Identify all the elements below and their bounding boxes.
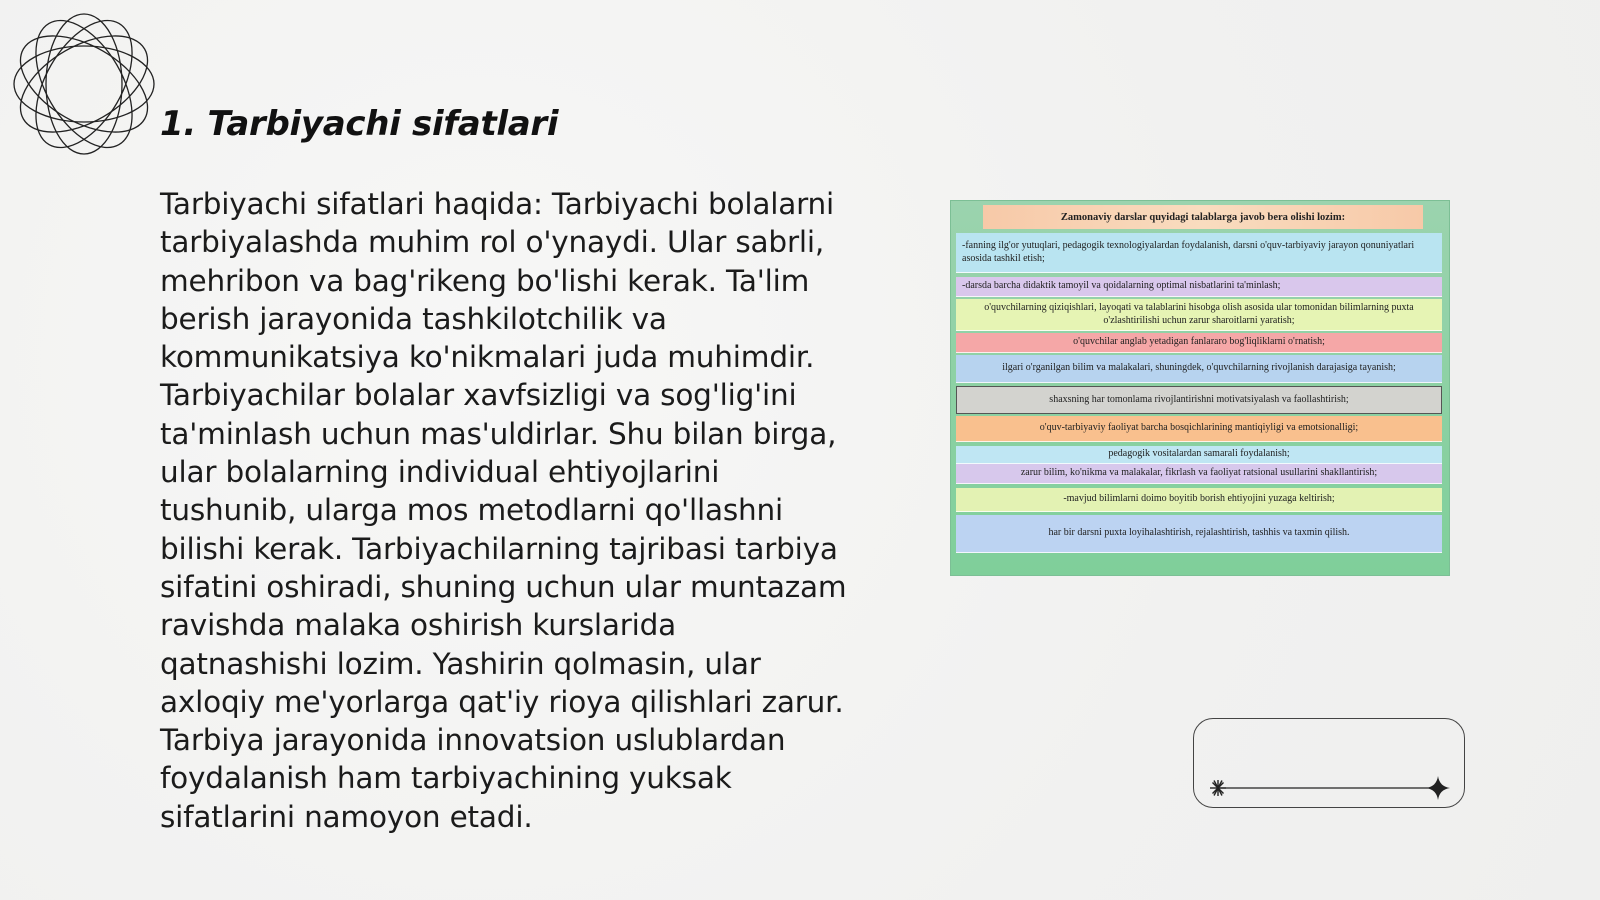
diagram-row: o'quv-tarbiyaviy faoliyat barcha bosqichlarining mantiqiyligi va emotsionalligi; — [956, 416, 1442, 442]
decorative-badge — [1193, 718, 1465, 808]
diagram-row: zarur bilim, ko'nikma va malakalar, fikrlash va faoliyat ratsional usullarini shakllantirish; — [956, 464, 1442, 484]
diagram-row: pedagogik vositalardan samarali foydalanish; — [956, 446, 1442, 464]
diagram-row: har bir darsni puxta loyihalashtirish, rejalashtirish, tashhis va taxmin qilish. — [956, 515, 1442, 553]
requirements-diagram — [950, 200, 1450, 576]
four-point-star-icon — [1426, 776, 1450, 800]
diagram-row: -darsda barcha didaktik tamoyil va qoidalarning optimal nisbatlarini ta'minlash; — [956, 277, 1442, 297]
slide-body-text: Tarbiyachi sifatlari haqida: Tarbiyachi bolalarni tarbiyalashda muhim rol o'ynaydi. Ular sabrli, mehribon va bag'rikeng bo'lishi kerak. Ta'lim berish jarayonida tashkilotchilik va kommunikatsiya ko'nikmalari juda muhimdir. Tarbiyachilar bolalar xavfsizligi va sog'lig'ini ta'minlash uchun mas'uldirlar. Shu bilan birga, ular bolalarning individual ehtiyojlarini tushunib, ularga mos metodlarni qo'llashni bilishi kerak. Tarbiyachilarning tajribasi tarbiya sifatini oshiradi, shuning uchun ular muntazam ravishda malaka oshirish kurslarida qatnashishi lozim. Yashirin qolmasin, ular axloqiy me'yorlarga qat'iy rioya qilishlari zarur. Tarbiya jarayonida innovatsion uslublardan foydalanish ham tarbiyachining yuksak sifatlarini namoyon etadi. — [160, 187, 847, 834]
sparkle-icon — [1210, 780, 1226, 796]
diagram-row: o'quvchilar anglab yetadigan fanlararo bog'liqliklarni o'rnatish; — [956, 333, 1442, 353]
diagram-row: -mavjud bilimlarni doimo boyitib borish ehtiyojini yuzaga keltirish; — [956, 488, 1442, 512]
diagram-row: shaxsning har tomonlama rivojlantirishni motivatsiyalash va faollashtirish; — [956, 386, 1442, 414]
diagram-row: -fanning ilg'or yutuqlari, pedagogik texnologiyalardan foydalanish, darsni o'quv-tarbiyaviy jarayon qonuniyatlari asosida tashkil etish; — [956, 233, 1442, 273]
diagram-row: o'quvchilarning qiziqishlari, layoqati va talablarini hisobga olish asosida ular tomonidan bilimlarning puxta o'zlashtirilishi uchun zarur sharoitlarni yaratish; — [956, 299, 1442, 331]
diagram-row: ilgari o'rganilgan bilim va malakalari, shuningdek, o'quvchilarning rivojlanish darajasiga tayanish; — [956, 355, 1442, 383]
slide-title: 1. Tarbiyachi sifatlari — [160, 104, 559, 144]
diagram-header: Zamonaviy darslar quyidagi talablarga javob bera olishi lozim: — [983, 205, 1423, 229]
circle-orbits-icon — [10, 10, 158, 158]
